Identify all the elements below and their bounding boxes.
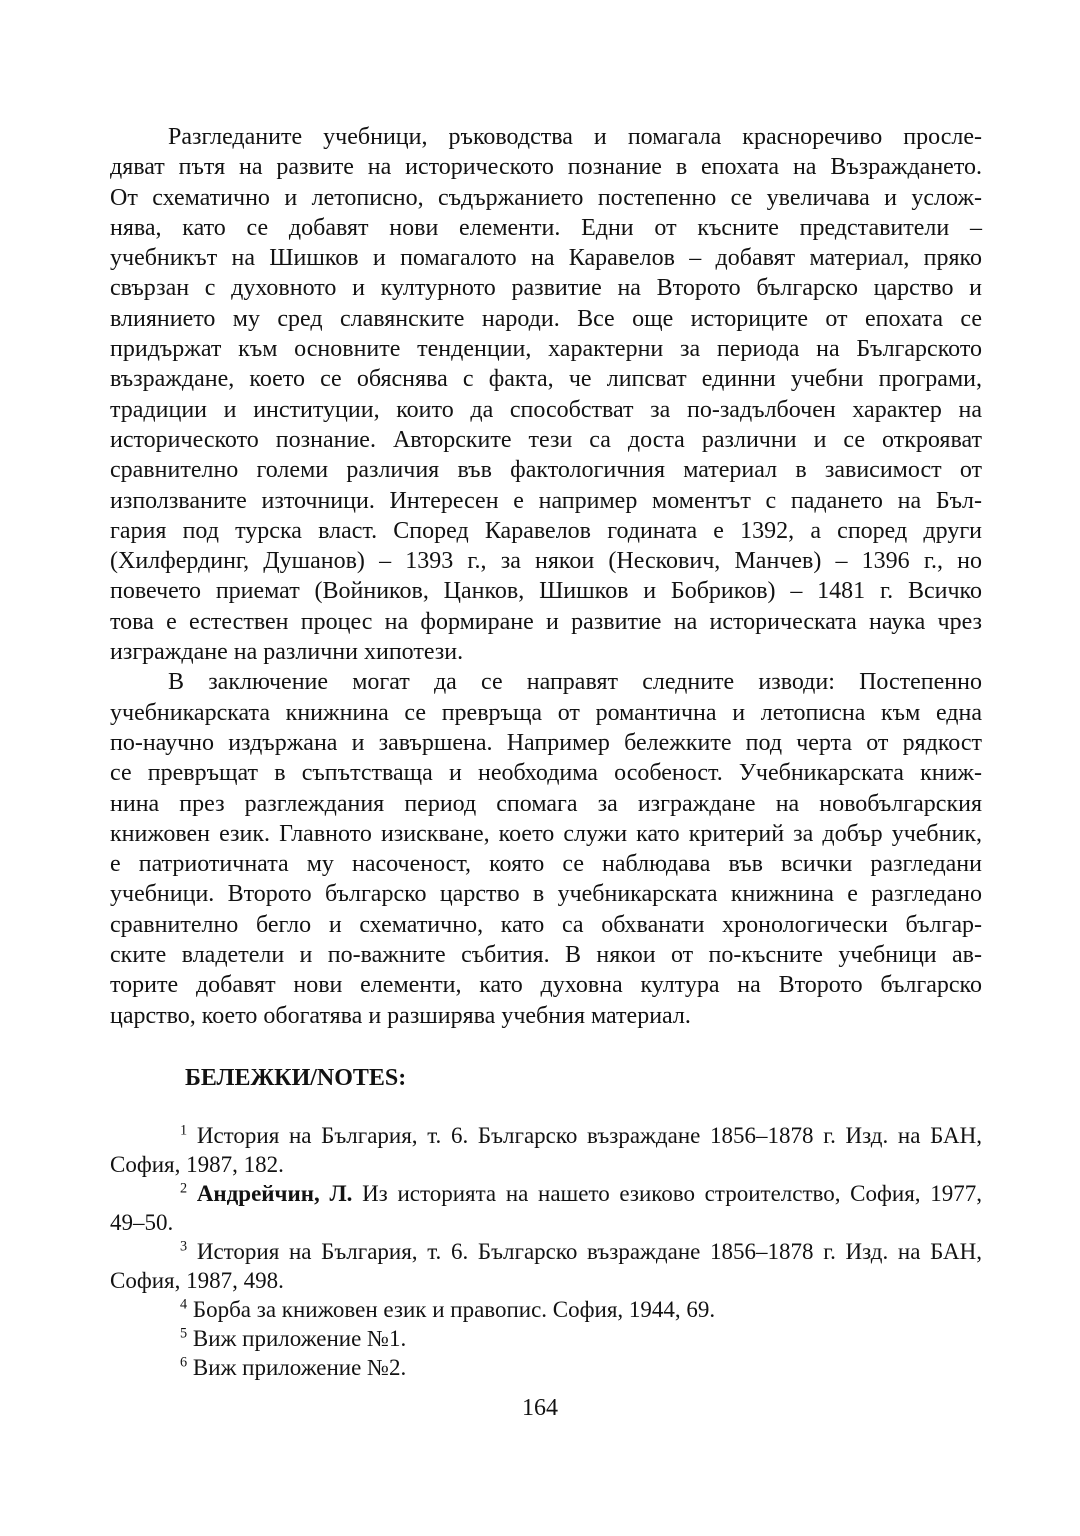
footnote-text: Борба за книжовен език и правопис. София, 1944, 69. (192, 1296, 716, 1322)
footnote (110, 1121, 982, 1179)
body-line: нява, като се добавят нови елементи. Едни от късните представители – (110, 214, 982, 241)
text-body (110, 122, 982, 1031)
footnote (110, 1295, 982, 1324)
body-line: използваните източници. Интересен е например моментът с падането на Бъл- (110, 487, 982, 514)
footnote-text: История на България, т. 6. Българско възраждане 1856–1878 г. Изд. на БАН, София, 1987, 182. (110, 1122, 983, 1177)
footnote-text: Виж приложение №1. (192, 1325, 407, 1351)
body-line: (Хилфердинг, Душанов) – 1393 г., за някои (Нескович, Манчев) – 1396 г., но (110, 548, 982, 575)
body-line: изграждане на различни хипотези. (110, 639, 464, 666)
body-line: нина през разглеждания период спомага за изграждане на новобългарския (110, 790, 982, 817)
body-line: царство, което обогатява и разширява учебния материал. (110, 1002, 691, 1029)
body-line: ските владетели и по-важните събития. В някои от по-късните учебници ав- (110, 942, 982, 969)
body-line: свързан с духовното и културното развитие на Второто българско царство и (110, 275, 982, 302)
footnote (110, 1324, 982, 1353)
footnote-marker: 2 (180, 1180, 188, 1197)
body-line: сравнително големи различия във фактологичния материал в зависимост от (110, 457, 982, 484)
body-line: се превръщат в съпътстваща и необходима особеност. Учебникарската книж- (110, 760, 982, 787)
body-line: историческото познание. Авторските тези са доста различни и се открояват (110, 426, 982, 453)
body-line: От схематично и летописно, съдържанието постепенно се увеличава и услож- (110, 184, 982, 211)
footnote (110, 1237, 982, 1295)
body-line: Разгледаните учебници, ръководства и помагала красноречиво просле- (168, 124, 982, 150)
notes-heading: БЕЛЕЖКИ/NOTES: (185, 1064, 407, 1091)
body-line: учебници. Второто българско царство в учебникарската книжнина е разгледано (110, 881, 982, 908)
footnote-marker: 4 (180, 1296, 188, 1313)
footnote-author: Андрейчин, Л. (196, 1180, 353, 1206)
page-number: 164 (522, 1395, 558, 1421)
body-line: традиции и институции, които да способстват за по-задълбочен характер на (110, 396, 982, 423)
footnote-text: Виж приложение №2. (192, 1354, 407, 1380)
footnote-text: Из историята на нашето езиково строителство, София, 1977, 49–50. (110, 1180, 982, 1235)
body-line: придържат към основните тенденции, характерни за периода на Българското (110, 336, 982, 363)
body-line: по-научно издържана и завършена. Например бележките под черта от рядкост (110, 729, 982, 756)
footnotes-list (110, 1121, 982, 1382)
footnote (110, 1353, 982, 1382)
footnote (110, 1179, 982, 1237)
footnote-marker: 1 (180, 1122, 188, 1139)
body-line: В заключение могат да се направят следните изводи: Постепенно (168, 669, 982, 696)
body-line: сравнително бегло и схематично, като са обхванати хронологически българ- (110, 911, 982, 938)
footnote-text: История на България, т. 6. Българско възраждане 1856–1878 г. Изд. на БАН, София, 1987, 498. (110, 1238, 983, 1293)
body-line: дяват пътя на развите на историческото познание в епохата на Възраждането. (110, 154, 982, 181)
body-line: учебникът на Шишков и помагалото на Каравелов – добавят материал, пряко (110, 245, 982, 272)
footnote-marker: 5 (180, 1325, 188, 1342)
body-line: книжовен език. Главното изискване, което служи като критерий за добър учебник, (110, 820, 982, 847)
body-line: гария под турска власт. Според Каравелов годината е 1392, а според други (110, 517, 982, 544)
footnote-marker: 6 (180, 1354, 188, 1371)
body-line: учебникарската книжнина се превръща от романтична и летописна към една (110, 699, 982, 726)
body-line: влиянието му сред славянските народи. Все още историците от епохата се (110, 305, 982, 332)
footnote-marker: 3 (180, 1238, 188, 1255)
body-line: това е естествен процес на формиране и развитие на историческата наука чрез (110, 608, 982, 635)
body-line: повечето приемат (Войников, Цанков, Шишков и Бобриков) – 1481 г. Всичко (110, 578, 982, 605)
body-line: е патриотичната му насоченост, която се наблюдава във всички разгледани (110, 851, 982, 878)
body-line: възраждане, което се обяснява с факта, че липсват единни учебни програми, (110, 366, 982, 393)
body-line: торите добавят нови елементи, като духовна култура на Второто българско (110, 972, 982, 999)
